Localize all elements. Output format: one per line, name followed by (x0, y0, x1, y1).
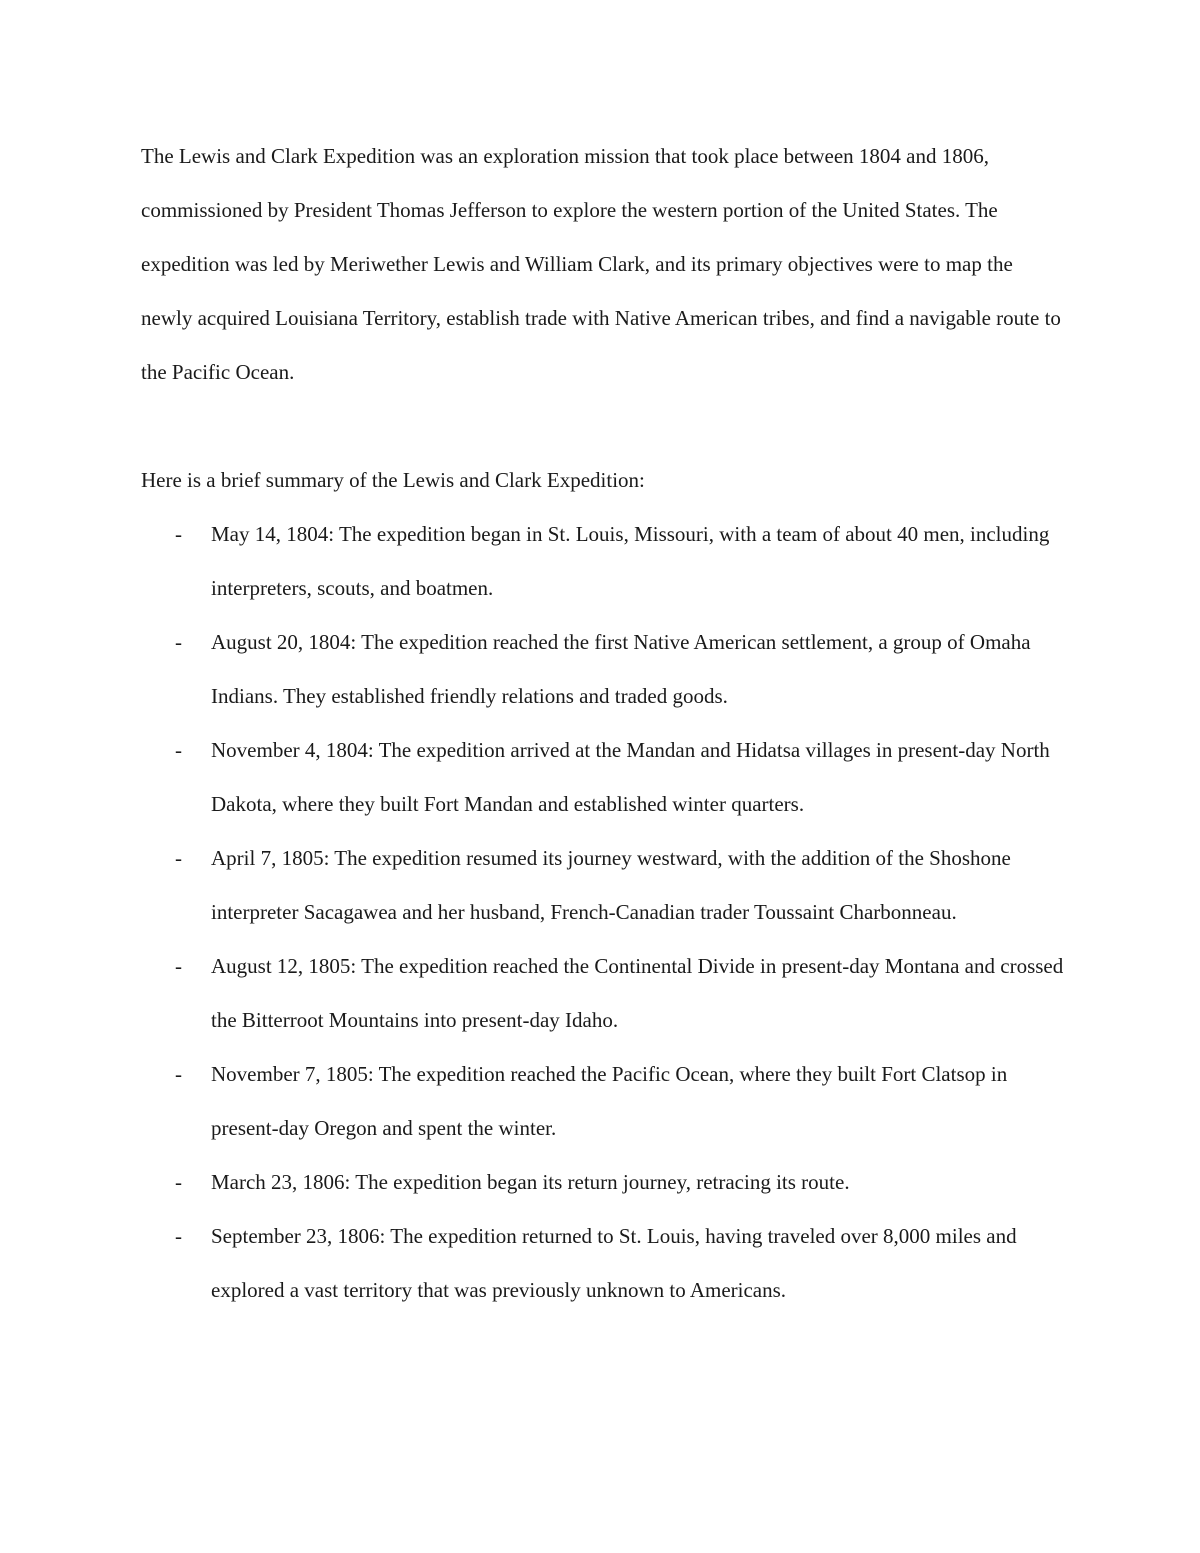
timeline-item-text: September 23, 1806: The expedition returned to St. Louis, having traveled over 8,000 miles and explored a vast territory that was previously unknown to Americans. (211, 1224, 1017, 1302)
bullet-dash: - (175, 954, 182, 978)
summary-lead-paragraph: Here is a brief summary of the Lewis and Clark Expedition: (141, 468, 645, 492)
timeline-item (0, 1047, 1200, 1155)
bullet-dash: - (175, 1062, 182, 1086)
bullet-dash: - (175, 1170, 182, 1194)
timeline-item (0, 723, 1200, 831)
timeline-item (0, 939, 1200, 1047)
timeline-item (0, 1155, 1200, 1209)
timeline-item-text: May 14, 1804: The expedition began in St. Louis, Missouri, with a team of about 40 men, including interpreters, scouts, and boatmen. (211, 522, 1050, 600)
timeline-item-text: November 4, 1804: The expedition arrived at the Mandan and Hidatsa villages in present-day North Dakota, where they built Fort Mandan and established winter quarters. (211, 738, 1050, 816)
bullet-dash: - (175, 1224, 182, 1248)
timeline-item (0, 1209, 1200, 1317)
timeline-item-text: August 12, 1805: The expedition reached the Continental Divide in present-day Montana and crossed the Bitterroot Mountains into present-day Idaho. (211, 954, 1064, 1032)
bullet-dash: - (175, 738, 182, 762)
intro-paragraph: The Lewis and Clark Expedition was an exploration mission that took place between 1804 and 1806, commissioned by President Thomas Jefferson to explore the western portion of the United States. The expedition was led by Meriwether Lewis and William Clark, and its primary objectives were to map the newly acquired Louisiana Territory, establish trade with Native American tribes, and find a navigable route to the Pacific Ocean. (141, 144, 1061, 384)
timeline-item-text: April 7, 1805: The expedition resumed its journey westward, with the addition of the Shoshone interpreter Sacagawea and her husband, French-Canadian trader Toussaint Charbonneau. (211, 846, 1011, 924)
timeline-item (0, 615, 1200, 723)
timeline-item-text: August 20, 1804: The expedition reached the first Native American settlement, a group of Omaha Indians. They established friendly relations and traded goods. (211, 630, 1031, 708)
bullet-dash: - (175, 522, 182, 546)
timeline-item (0, 507, 1200, 615)
timeline-list (0, 507, 1200, 1317)
bullet-dash: - (175, 630, 182, 654)
timeline-item-text: November 7, 1805: The expedition reached the Pacific Ocean, where they built Fort Clatsop in present-day Oregon and spent the winter. (211, 1062, 1008, 1140)
timeline-item (0, 831, 1200, 939)
timeline-item-text: March 23, 1806: The expedition began its return journey, retracing its route. (211, 1170, 850, 1194)
bullet-dash: - (175, 846, 182, 870)
